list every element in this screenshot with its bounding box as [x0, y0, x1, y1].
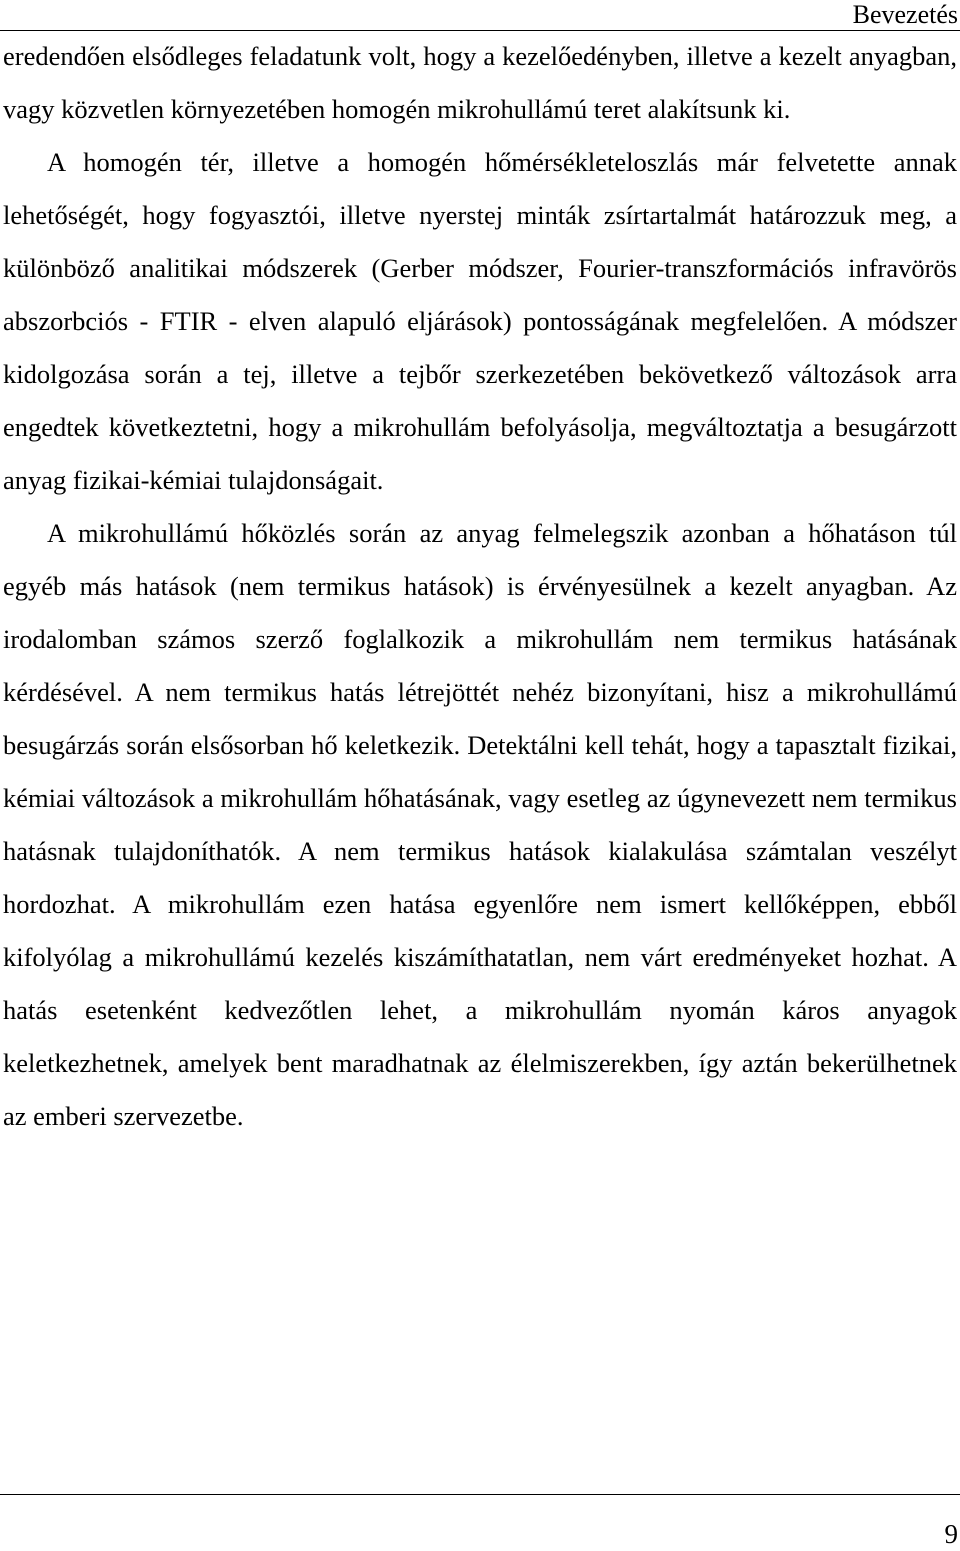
footer-divider: [0, 1494, 960, 1495]
paragraph-milk-fat: A homogén tér, illetve a homogén hőmérsékleteloszlás már felvetette annak lehetőségét, hogy fogyasztói, illetve nyerstej minták zsírtartalmát határozzuk meg, a különböző analitikai módszerek (Gerber módszer, Fourier-transzformációs infravörös abszorbciós - FTIR - elven alapuló eljárások) pontosságának megfelelően. A módszer kidolgozása során a tej, illetve a tejbőr szerkezetében bekövetkező változások arra engedtek következtetni, hogy a mikrohullám befolyásolja, megváltoztatja a besugárzott anyag fizikai-kémiai tulajdonságait.: [3, 147, 957, 495]
page-number: 9: [944, 1519, 958, 1549]
document-body: [3, 30, 957, 1143]
running-header-title: Bevezetés: [852, 0, 958, 29]
paragraph-nonthermal-effects: A mikrohullámú hőközlés során az anyag felmelegszik azonban a hőhatáson túl egyéb más hatások (nem termikus hatások) is érvényesülnek a kezelt anyagban. Az irodalomban számos szerző foglalkozik a mikrohullám nem termikus hatásának kérdésével. A nem termikus hatás létrejöttét nehéz bizonyítani, hisz a mikrohullámú besugárzás során elsősorban hő keletkezik. Detektálni kell tehát, hogy a tapasztalt fizikai, kémiai változások a mikrohullám hőhatásának, vagy esetleg az úgynevezett nem termikus hatásnak tulajdoníthatók. A nem termikus hatások kialakulása számtalan veszélyt hordozhat. A mikrohullám ezen hatása egyenlőre nem ismert kellőképpen, ebből kifolyólag a mikrohullámú kezelés kiszámíthatatlan, nem várt eredményeket hozhat. A hatás esetenként kedvezőtlen lehet, a mikrohullám nyomán káros anyagok keletkezhetnek, amelyek bent maradhatnak az élelmiszerekben, így aztán bekerülhetnek az emberi szervezetbe.: [3, 518, 957, 1131]
paragraph-continued: eredendően elsődleges feladatunk volt, hogy a kezelőedényben, illetve a kezelt anyagban, vagy közvetlen környezetében homogén mikrohullámú teret alakítsunk ki.: [3, 41, 957, 124]
